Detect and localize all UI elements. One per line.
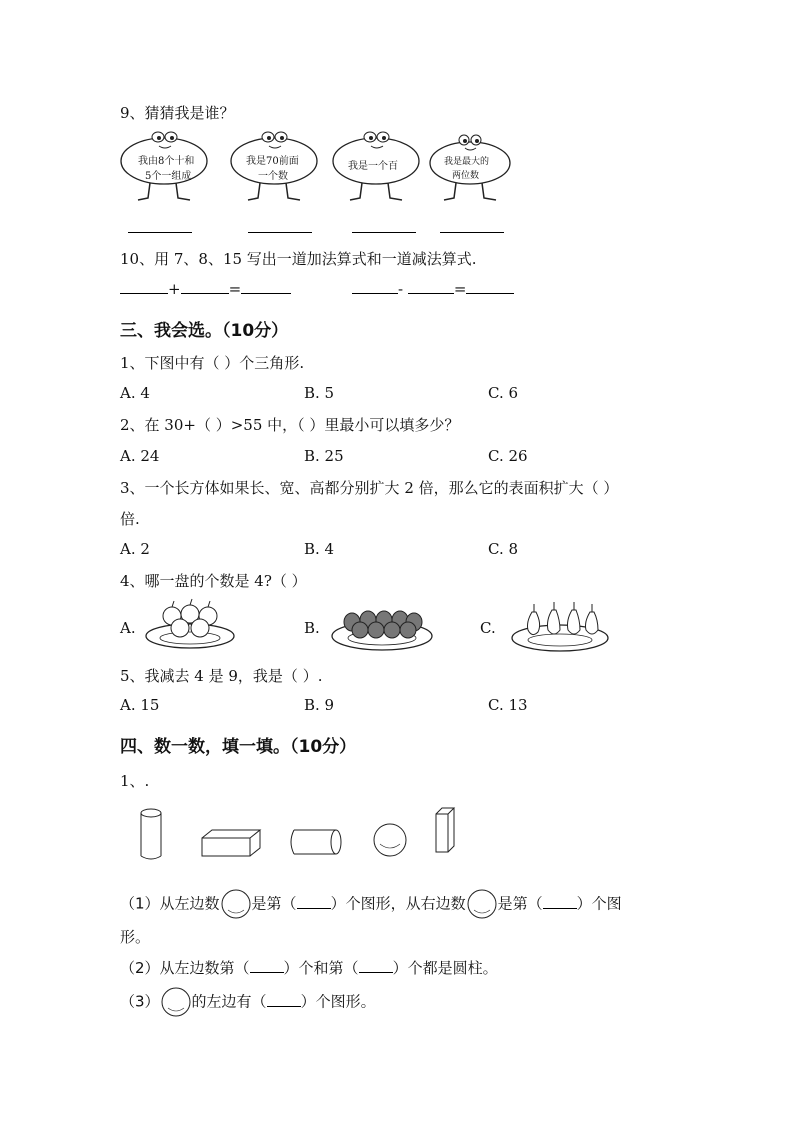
s3-q5-text: 5、我减去 4 是 9，我是（ ）. [120,667,323,685]
sphere-icon [372,822,408,858]
answer-blank-3[interactable] [352,231,416,233]
option-a[interactable]: A. 4 [120,384,150,402]
minus-sign: - [398,280,404,298]
bubble-2-line2: 一个数 [258,171,288,182]
sum-blank[interactable] [241,292,291,294]
answer-blank[interactable] [359,960,393,973]
option-b[interactable]: B. 9 [304,696,335,714]
option-c[interactable]: C. 8 [488,540,519,558]
bubble-4-line2: 两位数 [452,171,480,181]
sphere-icon [160,986,192,1018]
addend-blank-2[interactable] [181,292,229,294]
s3-q2-text: 2、在 30+（ ）>55 中，（ ）里最小可以填多少？ [120,416,460,434]
addend-blank-1[interactable] [120,292,168,294]
option-c[interactable]: C. 26 [488,447,528,465]
option-c[interactable]: C. 13 [488,696,528,714]
bubble-3-line1: 我是一个百 [348,161,398,172]
minuend-blank[interactable] [352,292,398,294]
answer-blank[interactable] [297,896,331,909]
s3-q3-text-cont: 倍. [120,510,140,528]
s4-sub2-part-a: （2）从左边数第（ [120,959,250,977]
q9-label: 9、猜猜我是谁？ [120,104,235,122]
option-b[interactable]: B. 25 [304,447,344,465]
s3-q3-text: 3、一个长方体如果长、宽、高都分别扩大 2 倍，那么它的表面积扩大（ ） [120,479,619,497]
equals-sign: = [228,280,242,298]
s4-sub2-part-b: ）个和第（ [283,959,359,977]
s4-sub1-cont: 形。 [120,928,151,946]
bubble-1-line1: 我由8个十和 [138,156,195,167]
plus-sign: + [168,280,181,298]
bubble-2-line1: 我是70前面 [246,156,299,167]
option-c[interactable]: C. [480,619,496,637]
answer-blank[interactable] [543,896,577,909]
sphere-icon [220,888,252,920]
s4-sub1 [120,888,622,920]
s4-sub1-part-c: ）个图形，从右边数 [330,894,466,913]
answer-blank[interactable] [267,994,301,1007]
s4-sub1-part-b: 是第（ [251,894,297,913]
option-b[interactable]: B. 4 [304,540,335,558]
equals-sign: = [453,280,467,298]
option-b[interactable]: B. 5 [304,384,335,402]
option-a[interactable]: A. 2 [120,540,150,558]
s4-sub1-part-d: 是第（ [497,894,543,913]
option-b[interactable]: B. [304,619,320,637]
s4-sub1-part-a: （1）从左边数 [120,894,220,913]
s4-sub3-part-b: 的左边有（ [191,992,267,1011]
answer-blank[interactable] [250,960,284,973]
cuboid-icon [200,828,262,858]
subtrahend-blank[interactable] [408,292,454,294]
s4-sub3-part-c: ）个图形。 [300,992,376,1011]
answer-blank-4[interactable] [440,231,504,233]
option-a[interactable]: A. 15 [120,696,160,714]
answer-blank-1[interactable] [128,231,192,233]
s3-q4-text: 4、哪一盘的个数是 4?（ ） [120,572,307,590]
cylinder-lying-icon [288,828,344,856]
answer-blank-2[interactable] [248,231,312,233]
section4-title: 四、数一数，填一填。（10分） [120,737,357,757]
s4-q1-label: 1、. [120,772,150,790]
bubble-1-line2: 5个一组成 [145,171,192,182]
s3-q1-text: 1、下图中有（ ）个三角形. [120,354,305,372]
s4-sub3-part-a: （3） [120,992,160,1011]
subtraction-equation [352,280,514,298]
thin-cuboid-icon [432,806,458,856]
option-a[interactable]: A. 24 [120,447,160,465]
s4-sub1-part-e: ）个图 [576,894,622,913]
option-c[interactable]: C. 6 [488,384,519,402]
difference-blank[interactable] [466,292,514,294]
bubble-4-line1: 我是最大的 [444,157,490,167]
addition-equation [120,280,291,298]
section3-title: 三、我会选。（10分） [120,321,289,341]
option-a[interactable]: A. [120,619,136,637]
pear-plate-icon [510,598,610,654]
s4-sub2 [120,957,498,978]
apple-plate-icon [144,598,236,650]
cylinder-upright-icon [138,808,164,862]
q10-label: 10、用 7、8、15 写出一道加法算式和一道减法算式. [120,250,477,268]
s4-sub3 [120,986,376,1018]
s4-sub2-part-c: ）个都是圆柱。 [392,959,498,977]
strawberry-plate-icon [330,600,434,652]
sphere-icon [466,888,498,920]
